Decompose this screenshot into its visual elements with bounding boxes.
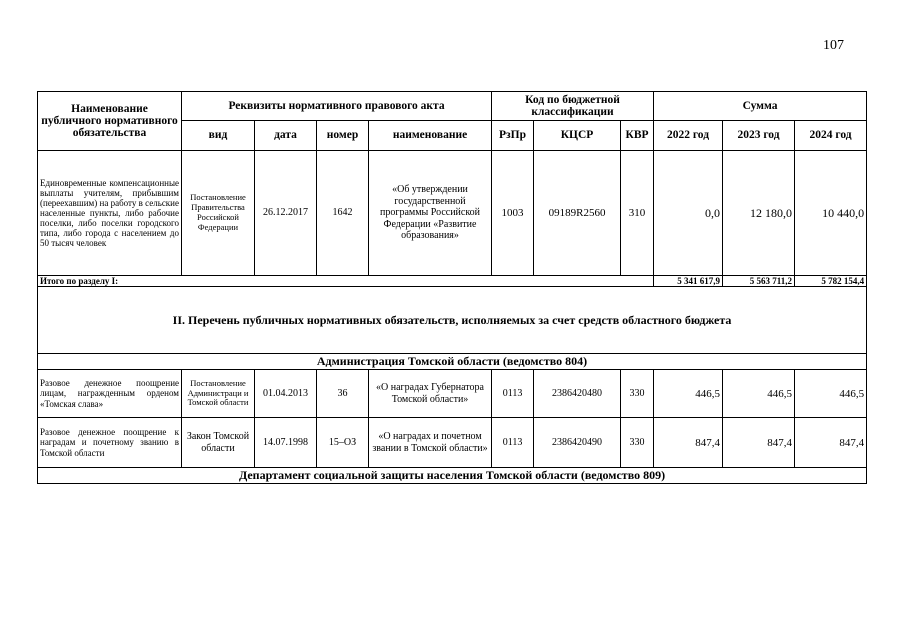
rzpr-code: 0113 [492, 418, 534, 468]
header-row-1 [38, 92, 867, 121]
total-label: Итого по разделу I: [38, 276, 654, 287]
header-kcsr: КЦСР [534, 121, 621, 151]
act-date: 01.04.2013 [255, 370, 317, 418]
total-2022: 5 341 617,9 [654, 276, 723, 287]
act-title: «О наградах Губернатора Томской области» [369, 370, 492, 418]
act-number: 15–ОЗ [317, 418, 369, 468]
act-type: Постановление Правительства Российской Федерации [182, 151, 255, 276]
kcsr-code: 2386420480 [534, 370, 621, 418]
sum-2024: 847,4 [795, 418, 867, 468]
rzpr-code: 1003 [492, 151, 534, 276]
header-act-title: наименование [369, 121, 492, 151]
kvr-code: 310 [621, 151, 654, 276]
act-number: 36 [317, 370, 369, 418]
sum-2024: 10 440,0 [795, 151, 867, 276]
kcsr-code: 09189R2560 [534, 151, 621, 276]
department-title: Департамент социальной защиты населения Томской области (ведомство 809) [38, 468, 867, 484]
sum-2022: 847,4 [654, 418, 723, 468]
table-row [38, 370, 867, 418]
kvr-code: 330 [621, 418, 654, 468]
header-rzpr: РзПр [492, 121, 534, 151]
sum-2022: 446,5 [654, 370, 723, 418]
obligation-name: Единовременные компенсационные выплаты учителям, прибывшим (переехавшим) на работу в сельские населенные пункты, либо рабочие поселки, либо поселки городского типа, либо города с населением до 50 тысяч человек [38, 151, 182, 276]
header-budget-code: Код по бюджетной классификации [492, 92, 654, 121]
header-act-type: вид [182, 121, 255, 151]
sum-2023: 847,4 [723, 418, 795, 468]
obligation-name: Разовое денежное поощрение к наградам и почетному званию в Томской области [38, 418, 182, 468]
kcsr-code: 2386420490 [534, 418, 621, 468]
department-row [38, 354, 867, 370]
sum-2022: 0,0 [654, 151, 723, 276]
act-title: «Об утверждении государственной программы Российской Федерации «Развитие образования» [369, 151, 492, 276]
act-title: «О наградах и почетном звании в Томской области» [369, 418, 492, 468]
budget-table [37, 91, 867, 484]
page-number: 107 [823, 38, 844, 53]
header-year-2024: 2024 год [795, 121, 867, 151]
act-type: Постановление Администраци и Томской области [182, 370, 255, 418]
act-number: 1642 [317, 151, 369, 276]
header-act-requisites: Реквизиты нормативного правового акта [182, 92, 492, 121]
section-title: II. Перечень публичных нормативных обязательств, исполняемых за счет средств областного бюджета [38, 287, 867, 354]
sum-2023: 12 180,0 [723, 151, 795, 276]
header-sum: Сумма [654, 92, 867, 121]
total-row [38, 276, 867, 287]
header-act-date: дата [255, 121, 317, 151]
total-2023: 5 563 711,2 [723, 276, 795, 287]
section-title-row [38, 287, 867, 354]
kvr-code: 330 [621, 370, 654, 418]
header-act-number: номер [317, 121, 369, 151]
obligation-name: Разовое денежное поощрение лицам, награжденным орденом «Томская слава» [38, 370, 182, 418]
department-row [38, 468, 867, 484]
header-kvr: КВР [621, 121, 654, 151]
header-obligation-name: Наименование публичного нормативного обязательства [38, 92, 182, 151]
department-title: Администрация Томской области (ведомство 804) [38, 354, 867, 370]
table-row [38, 151, 867, 276]
act-type: Закон Томской области [182, 418, 255, 468]
total-2024: 5 782 154,4 [795, 276, 867, 287]
act-date: 14.07.1998 [255, 418, 317, 468]
sum-2023: 446,5 [723, 370, 795, 418]
header-year-2022: 2022 год [654, 121, 723, 151]
header-year-2023: 2023 год [723, 121, 795, 151]
sum-2024: 446,5 [795, 370, 867, 418]
act-date: 26.12.2017 [255, 151, 317, 276]
rzpr-code: 0113 [492, 370, 534, 418]
table-row [38, 418, 867, 468]
